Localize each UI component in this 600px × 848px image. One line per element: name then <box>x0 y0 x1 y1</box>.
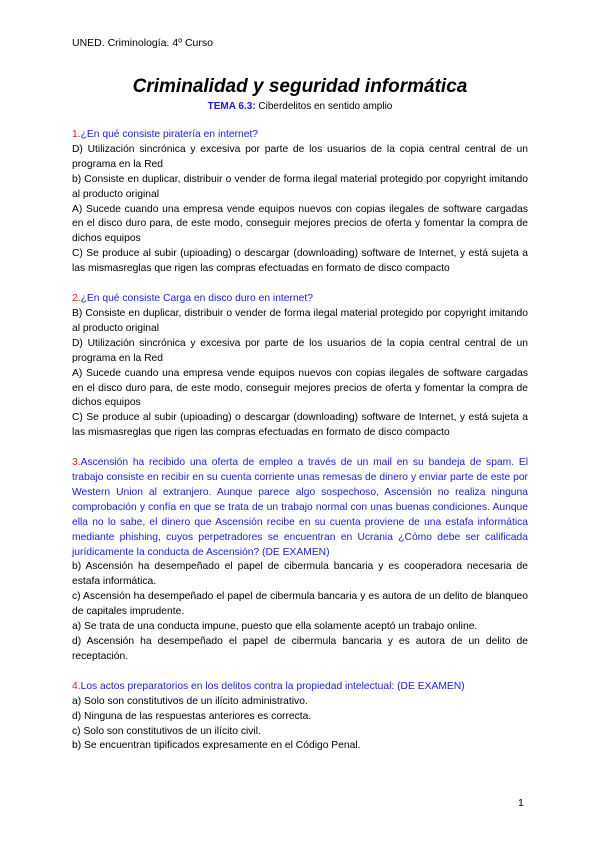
answer-option: a) Solo son constitutivos de un ilícito administrativo. <box>72 695 308 707</box>
tema-label: TEMA 6.3: <box>207 101 256 112</box>
question-number: 4. <box>72 680 81 692</box>
page-header: UNED. Criminología. 4º Curso <box>72 37 213 49</box>
question-number: 2. <box>72 293 81 305</box>
answer-option: A) Sucede cuando una empresa vende equipos nuevos con copias ilegales de software cargadas en el disco duro para, de este modo, conseguir mejores precios de oferta y fomentar la compra de dichos equipos <box>72 367 528 409</box>
question-number: 1. <box>72 129 81 140</box>
answer-option: C) Se produce al subir (upioading) o descargar (downloading) software de Internet, y está sujeta a las mismasreglas que rigen las compras efectuadas en formato de disco compacto <box>72 412 528 439</box>
questions-list <box>72 128 528 769</box>
question-4 <box>72 680 528 755</box>
answer-option: C) Se produce al subir (upioading) o descargar (downloading) software de Internet, y está sujeta a las mismasreglas que rigen las compras efectuadas en formato de disco compacto <box>72 248 528 275</box>
answer-option: b) Se encuentran tipificados expresamente en el Código Penal. <box>72 740 361 752</box>
answer-option: d) Ascensión ha desempeñado el papel de cibermula bancaria y es autora de un delito de receptación. <box>72 636 528 662</box>
question-text: ¿En qué consiste piratería en internet? <box>80 129 259 140</box>
question-heading <box>72 292 528 307</box>
answer-option: c) Ascensión ha desempeñado el papel de cibermula bancaria y es autora de un delito de blanqueo de capitales imprudente. <box>72 591 528 618</box>
page-number: 1 <box>518 797 524 809</box>
question-number: 3. <box>72 457 81 469</box>
document-title: Criminalidad y seguridad informática <box>132 76 468 97</box>
answer-option: c) Solo son constitutivos de un ilícito civil. <box>72 725 261 737</box>
question-heading <box>72 680 528 695</box>
question-text: Ascensión ha recibido una oferta de empleo a través de un mail en su bandeja de spam. El trabajo consiste en recibir en su cuenta corriente unas remesas de dinero y enviar parte de este por Western Union al extranjero. Aunque parece algo sospechoso, Ascensión no realiza ninguna comprobación y confía en que se trata de un trabajo normal con unas buenas condiciones. Aunque ella no lo sabe, el dinero que Ascensión recibe en su cuenta proviene de una estafa informática mediante phishing, cuyos perpetradores se encuentran en Ucrania ¿Cómo debe ser calificada jurídicamente la conducta de Ascensión? (DE EXAMEN) <box>72 457 528 558</box>
question-text: Los actos preparatorios en los delitos contra la propiedad intelectual: (DE EXAMEN) <box>80 680 465 692</box>
answer-option: D) Utilización sincrónica y excesiva por parte de los usuarios de la copia central central de un programa en la Red <box>72 337 528 364</box>
answer-option: B) Consiste en duplicar, distribuir o vender de forma ilegal material protegido por copyright imitando al producto original <box>72 307 528 334</box>
question-2 <box>72 292 528 441</box>
document-subtitle <box>0 101 600 112</box>
answer-option: D) Utilización sincrónica y excesiva por parte de los usuarios de la copia central central de un programa en la Red <box>72 143 528 170</box>
answer-option: b) Ascensión ha desempeñado el papel de cibermula bancaria y es cooperadora necesaria de estafa informática. <box>72 561 528 588</box>
answer-option: d) Ninguna de las respuestas anteriores es correcta. <box>72 710 312 722</box>
answer-option: b) Consiste en duplicar, distribuir o vender de forma ilegal material protegido por copyright imitando al producto original <box>72 173 528 200</box>
tema-text: Ciberdelitos en sentido amplio <box>255 101 393 112</box>
answer-option: a) Se trata de una conducta impune, puesto que ella solamente aceptó un trabajo online. <box>72 621 478 633</box>
question-1 <box>72 128 528 277</box>
question-heading <box>72 456 528 560</box>
question-text: ¿En qué consiste Carga en disco duro en internet? <box>80 293 313 305</box>
question-3 <box>72 456 528 665</box>
answer-option: A) Sucede cuando una empresa vende equipos nuevos con copias ilegales de software cargadas en el disco duro para, de este modo, conseguir mejores precios de oferta y fomentar la compra de dichos equipos <box>72 203 528 245</box>
question-heading <box>72 128 528 143</box>
